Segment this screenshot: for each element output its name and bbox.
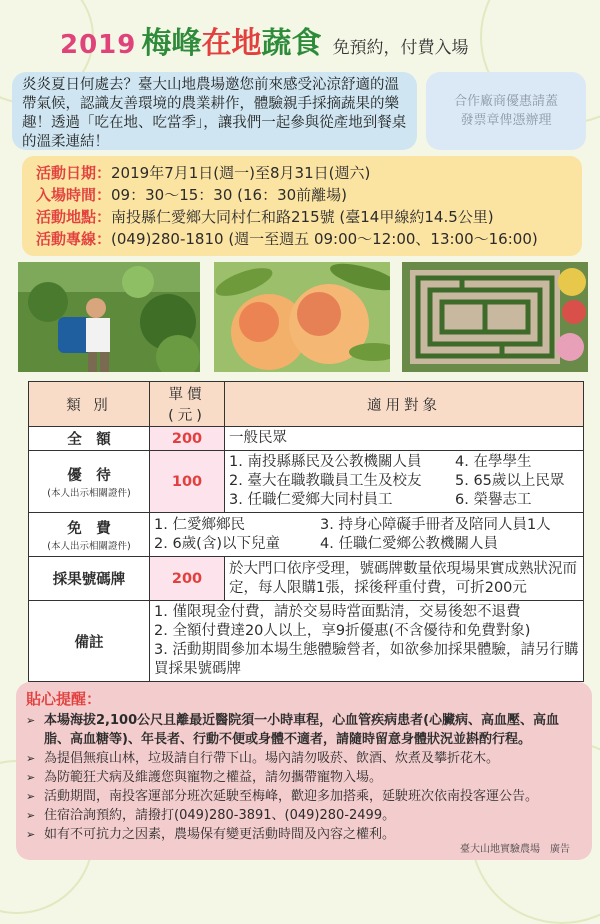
sponsor-line: 合作廠商優惠請蓋	[453, 94, 558, 109]
arrow-icon: ➢	[26, 771, 36, 784]
title-part1: 梅峰	[141, 26, 202, 61]
footer-credit: 臺大山地實驗農場 廣告	[460, 844, 570, 855]
row-category: 備註	[29, 601, 150, 682]
reminder-item: ➢ 如有不可抗力之因素，農場保有變更活動時間及內容之權利。	[26, 827, 396, 842]
table-row	[29, 427, 584, 451]
row-price: 200	[150, 427, 225, 451]
row-category: 採果號碼牌	[29, 557, 150, 601]
row-items: 1. 僅限現金付費，請於交易時當面點清，交易後恕不退費 2. 全額付費達20人以上，享9折優惠(不含優待和免費對象) 3. 活動期間參加本場生態體驗營者，如欲參加採果體驗，請另行購買採果號碼牌	[150, 601, 584, 682]
photo-child-picking	[18, 262, 200, 372]
sponsor-box	[426, 72, 586, 150]
row-price: 200	[150, 557, 225, 601]
reminders-box	[16, 682, 592, 860]
table-header: 單價 (元)	[150, 382, 225, 427]
title-part3: 蔬食	[261, 26, 322, 61]
title-part2: 在地	[201, 26, 262, 61]
row-category: 免 費 (本人出示相關證件)	[29, 513, 150, 557]
reminder-item: ➢ 住宿洽詢預約，請撥打(049)280-3891、(049)280-2499。	[26, 808, 396, 823]
reminder-item: ➢ 為防範狂犬病及維護您與寵物之權益，請勿攜帶寵物入場。	[26, 770, 383, 785]
info-location: 活動地點：南投縣仁愛鄉大同村仁和路215號 (臺14甲線約14.5公里)	[36, 208, 494, 226]
arrow-icon: ➢	[26, 790, 36, 803]
arrow-icon: ➢	[26, 714, 36, 727]
table-row	[29, 513, 584, 557]
row-category: 優 待 (本人出示相關證件)	[29, 451, 150, 513]
row-category: 全 額	[29, 427, 150, 451]
arrow-icon: ➢	[26, 828, 36, 841]
reminder-item: ➢ 為提倡無痕山林，垃圾請自行帶下山。場內請勿吸菸、飲酒、炊煮及攀折花木。	[26, 751, 500, 766]
row-items: 1. 仁愛鄉鄉民 3. 持身心障礙手冊者及陪同人員1人 2. 6歲(含)以下兒童 4. 任職仁愛鄉公教機關人員	[150, 513, 584, 557]
page-title	[60, 18, 580, 62]
table-row	[29, 557, 584, 601]
photo-peaches	[214, 262, 390, 372]
sponsor-line: 發票章俾憑辦理	[460, 113, 552, 128]
title-subtitle: 免預約，付費入場	[332, 38, 469, 58]
reminder-item: ➢ 本場海拔2,100公尺且離最近醫院須一小時車程，心血管疾病患者(心臟病、高血壓、高血脂、高血糖等)、年長者、行動不便或身體不適者，請隨時留意身體狀況並斟酌行程。	[26, 713, 560, 747]
event-info	[22, 156, 582, 256]
table-header: 類 別	[29, 382, 150, 427]
photo-strip	[18, 262, 588, 372]
table-header: 適用對象	[225, 382, 584, 427]
table-row	[29, 451, 584, 513]
arrow-icon: ➢	[26, 809, 36, 822]
table-row	[29, 601, 584, 682]
row-items: 1. 南投縣縣民及公教機關人員 4. 在學學生 2. 臺大在職教職員工生及校友 5. 65歲以上民眾 3. 任職仁愛鄉大同村員工 6. 榮譽志工	[225, 451, 584, 513]
row-price: 100	[150, 451, 225, 513]
reminders-heading: 貼心提醒：	[26, 690, 102, 708]
intro-text: 炎炎夏日何處去？臺大山地農場邀您前來感受沁涼舒適的溫帶氣候，認識友善環境的農業耕作，體驗親手採摘蔬果的樂趣！透過「吃在地、吃當季」，讓我們一起參與從產地到餐桌的溫柔連結！	[12, 72, 417, 150]
info-time: 入場時間：09：30～15：30 (16：30前離場)	[36, 186, 348, 204]
title-year: 2019	[60, 30, 137, 60]
reminder-item: ➢ 活動期間，南投客運部分班次延駛至梅峰，歡迎多加搭乘，延駛班次依南投客運公告。	[26, 789, 539, 804]
fee-table	[28, 381, 584, 682]
row-items: 一般民眾	[225, 427, 584, 451]
photo-maze-garden	[402, 262, 588, 372]
table-header-row	[29, 382, 584, 427]
row-items: 於大門口依序受理，號碼牌數量依現場果實成熟狀況而定，每人限購1張，採後秤重付費，可折200元	[225, 557, 584, 601]
info-phone: 活動專線：(049)280-1810 (週一至週五 09:00～12:00、13:00～16:00)	[36, 230, 538, 248]
arrow-icon: ➢	[26, 752, 36, 765]
info-date: 活動日期：2019年7月1日(週一)至8月31日(週六)	[36, 164, 371, 182]
